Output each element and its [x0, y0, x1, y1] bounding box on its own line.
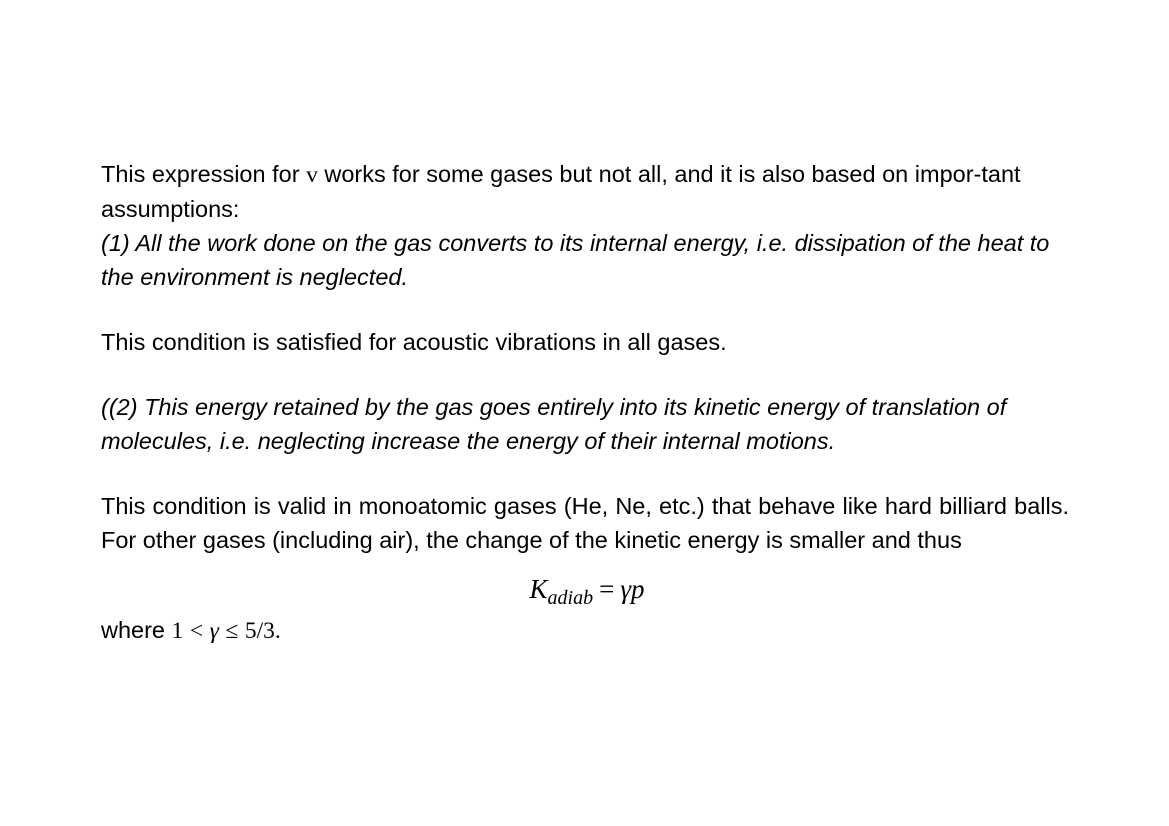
assumption-2: ((2) This energy retained by the gas goes entirely into its kinetic energy of translation of molecules, i.e. neglecting increase the energy of their internal motions. — [101, 394, 1007, 454]
intro-text-after: works for some gases but not all, and it is also based on impor-tant assumptions: — [101, 161, 1021, 222]
where-lt: < — [189, 618, 204, 644]
nu-symbol: v — [306, 162, 318, 188]
condition-2: This condition is valid in monoatomic gases (He, Ne, etc.) that behave like hard billiard balls. For other gases (including air), the change of the kinetic energy is smaller and thus — [101, 493, 1069, 553]
equation-subscript: adiab — [547, 587, 594, 609]
where-one: 1 — [171, 618, 184, 644]
assumption-1: (1) All the work done on the gas converts to its internal energy, i.e. dissipation of the heat to the environment is neglected. — [101, 230, 1050, 290]
intro-paragraph — [101, 157, 1069, 226]
equation-equals: = — [599, 574, 615, 604]
equation-lhs: K — [529, 574, 548, 604]
spacer — [101, 294, 1069, 325]
where-period: . — [274, 618, 281, 644]
condition-1: This condition is satisfied for acoustic vibrations in all gases. — [101, 329, 727, 355]
spacer — [101, 458, 1069, 489]
intro-text-before: This expression for — [101, 161, 307, 187]
where-gamma: γ — [209, 618, 219, 644]
where-value: 5/3 — [244, 618, 275, 644]
where-le: ≤ — [225, 618, 239, 644]
where-label: where — [101, 617, 172, 643]
spacer — [101, 359, 1069, 390]
where-line — [101, 613, 1069, 648]
adiabatic-modulus-equation — [101, 565, 1069, 613]
equation-rhs: γp — [620, 574, 645, 604]
document-page — [101, 157, 1069, 648]
